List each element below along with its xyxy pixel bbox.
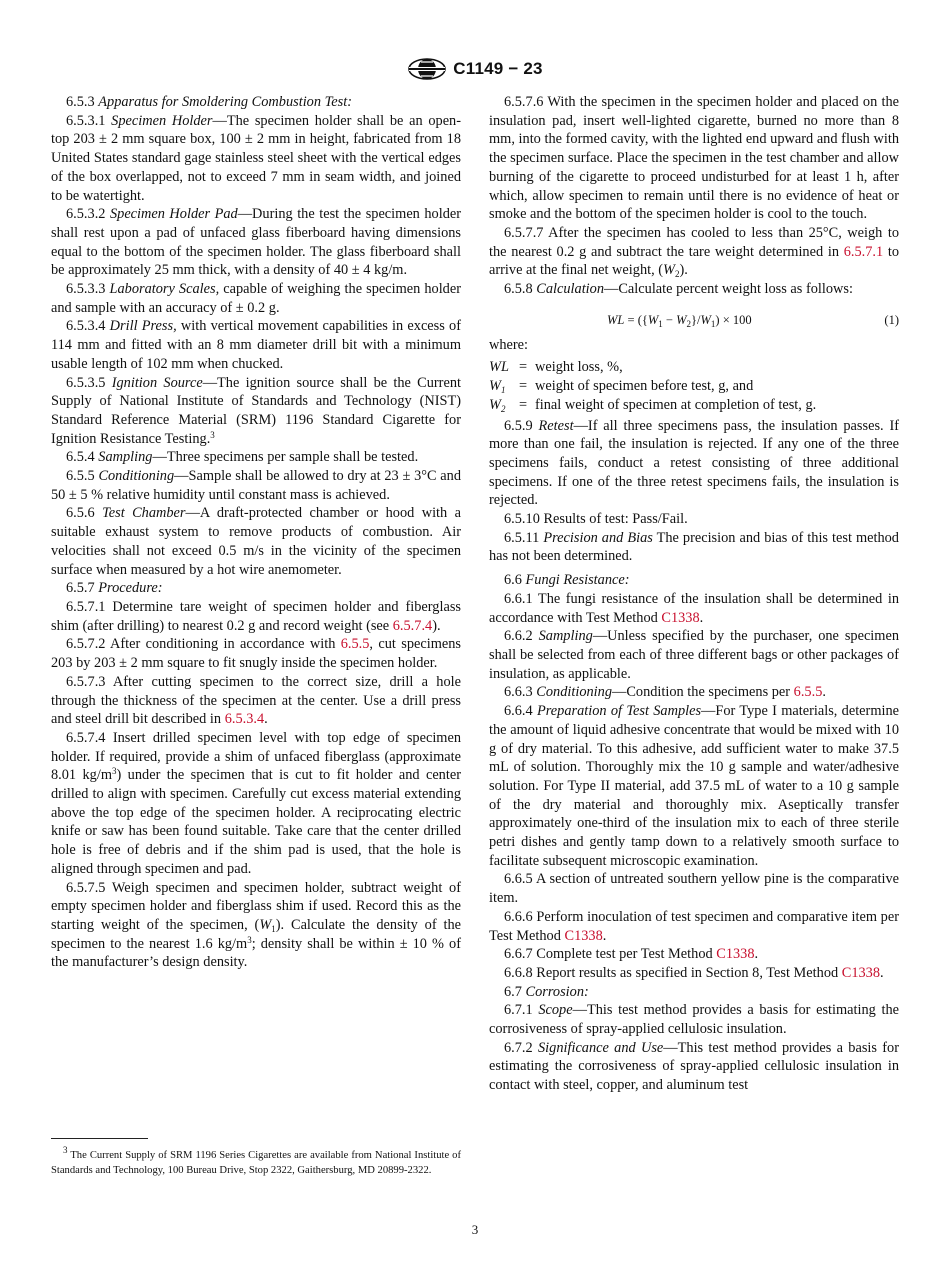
section-6-6-3: 6.6.3 Conditioning—Condition the specimens per 6.5.5. — [504, 684, 826, 701]
section-6-7: 6.7 Corrosion: — [504, 983, 589, 1000]
where-label: where: — [489, 336, 529, 353]
section-6-5-3-1: 6.5.3.1 Specimen Holder—The specimen holder shall be an open-top 203 ± 2 mm square box, 100 ± 2 mm in height, fabricated from 18 United States standard gage stainless steel sheet with the vertical edges of the box overlapped, not to exceed 7 mm in seam width, and joined to be watertight. — [51, 112, 462, 204]
section-6-5-7-6: 6.5.7.6 With the specimen in the specimen holder and placed on the insulation pad, insert well-lighted cigarette, burned no more than 8 mm, into the formed cavity, with the lighted end upward and flush with the specimen surface. Place the specimen in the test chamber and allow burning of the cigarette to proceed undisturbed for at least 1 h, after which, allow specimen to remain until there is no evidence of heat or smoke and the bottom of the specimen holder is cool to the touch. — [489, 94, 899, 223]
section-6-6-4: 6.6.4 Preparation of Test Samples—For Type I materials, determine the amount of liquid adhesive concentrate that would be mixed with 10 g of dry material. To this adhesive, add sufficient water to make 37.5 mL of solution. Thoroughly mix the 10 g sample and water/adhesive solution. For Type II material, add 37.5 mL of water to a 10 g sample of the dry material and thoroughly mix. Aseptically transfer approximately one-third of the insulation mix to each of three sterile petri dishes and gently tamp down to a relatively smooth surface to facilitate subsequent microscopic examination. — [489, 703, 900, 869]
section-6-5-3-3: 6.5.3.3 Laboratory Scales, capable of weighing the specimen holder and sample with an accuracy of ± 0.2 g. — [51, 281, 461, 316]
section-6-5-7-5: 6.5.7.5 Weigh specimen and specimen holder, subtract weight of empty specimen holder and fiberglass shim if used. Record this as the starting weight of the specimen, $(W_1)$. Calculate the density of the specimen to the nearest 1.6 $kg/m^3$; density shall be within ± 10 % of the manufacturer’s design density. — [51, 879, 461, 971]
c1338-link[interactable]: C1338 — [564, 927, 603, 944]
section-6-5-7: 6.5.7 Procedure: — [66, 580, 163, 597]
left-column — [51, 93, 461, 972]
section-6-7-2: 6.7.2 Significance and Use—This test method provides a basis for estimating the corrosiveness of spray-applied cellulosic insulation in contact with steel, copper, and aluminum test — [489, 1039, 899, 1094]
equation-expression: WL = $(\{W_1 - W_2\}/W_1) \times 100$ — [607, 312, 752, 329]
definition-row: $W_1$ = weight of specimen before test, g, and — [489, 378, 754, 396]
section-6-5-7-1: 6.5.7.1 Determine tare weight of specimen holder and fiberglass shim (after drilling) to nearest 0.2 g and record weight (see 6.5.7.4). — [51, 598, 461, 634]
variable-definitions — [489, 358, 899, 414]
xref-link[interactable]: 6.5.7.1 — [843, 243, 884, 260]
right-column — [489, 93, 899, 1095]
c1338-link[interactable]: C1338 — [661, 609, 700, 626]
section-6-6-2: 6.6.2 Sampling—Unless specified by the purchaser, one specimen shall be selected from each of three different bags or other packages of insulation, as applicable. — [489, 628, 899, 682]
section-6-6-7: 6.6.7 Complete test per Test Method C1338. — [504, 946, 759, 963]
xref-link[interactable]: 6.5.5 — [793, 684, 823, 701]
section-6-5-9: 6.5.9 Retest—If all three specimens pass, the insulation passes. If more than one fail, the insulation is rejected. If any one of the three specimens fails, conduct a retest consisting of three additional specimens. If one of the three retest specimens fails, the insulation is rejected. — [489, 417, 899, 509]
section-6-5-3: 6.5.3 Apparatus for Smoldering Combustion Test: — [66, 94, 352, 110]
section-6-5-7-3: 6.5.7.3 After cutting specimen to the correct size, drill a hole through the thickness of the specimen at the center. Use a drill press and steel drill bit described in 6.5.3.4. — [51, 673, 461, 728]
section-6-5-4: 6.5.4 Sampling—Three specimens per sample shall be tested. — [66, 449, 419, 466]
definition-row: $W_2$ = final weight of specimen at completion of test, g. — [489, 396, 817, 414]
section-6-6-6: 6.6.6 Perform inoculation of test specimen and comparative item per Test Method C1338. — [489, 908, 899, 944]
c1338-link[interactable]: C1338 — [841, 964, 881, 981]
xref-link[interactable]: 6.5.3.4 — [224, 711, 265, 728]
section-6-6: 6.6 Fungi Resistance: — [504, 572, 630, 589]
equation-number: (1) — [884, 312, 899, 327]
xref-link[interactable]: 6.5.7.4 — [392, 617, 433, 634]
section-6-6-8: 6.6.8 Report results as specified in Section 8, Test Method C1338. — [504, 964, 884, 981]
section-6-5-11: 6.5.11 Precision and Bias The precision and bias of this test method has not been determined. — [489, 529, 899, 565]
page-number: 3 — [471, 1222, 479, 1237]
section-6-6-1: 6.6.1 The fungi resistance of the insulation shall be determined in accordance with Test Method C1338. — [489, 590, 899, 626]
c1338-link[interactable]: C1338 — [716, 946, 755, 963]
section-6-5-7-7: 6.5.7.7 After the specimen has cooled to less than 25°C, weigh to the nearest 0.2 g and subtract the tare weight determined in 6.5.7.1 to arrive at the final net weight, $(W_2)$. — [489, 224, 899, 280]
footnote-divider — [51, 1138, 148, 1139]
section-6-5-7-4: 6.5.7.4 Insert drilled specimen level with top edge of specimen holder. If required, provide a shim of unfaced fiberglass (approximate 8.01 $kg/m^3$) under the specimen that is cut to fit holder and center drilled to align with specimen. Carefully cut excess material extending above the top edge of the specimen holder. A reciprocating electric knife or saw has been found suitable. Take care that the center drilled hole is free of debris and if the shim pad is used, that the hole is aligned through specimen and pad. — [51, 729, 461, 877]
document-id: C1149 − 23 — [453, 59, 543, 78]
page-header — [0, 56, 950, 82]
section-6-5-3-2: 6.5.3.2 Specimen Holder Pad—During the test the specimen holder shall rest upon a pad of unfaced glass fiberboard having dimensions equal to the bottom of the specimen holder. The glass fiberboard shall be approximately 25 mm thick, with a density of 40 ± 4 kg/m. — [51, 206, 462, 279]
section-6-7-1: 6.7.1 Scope—This test method provides a basis for estimating the corrosiveness of spray-applied cellulosic insulation. — [489, 1002, 899, 1038]
equation-1 — [489, 305, 899, 333]
footnote-ref: 3 — [210, 429, 215, 440]
astm-logo-icon — [407, 58, 447, 80]
definition-row: WL = weight loss, %, — [489, 359, 623, 376]
section-6-5-8: 6.5.8 Calculation—Calculate percent weight loss as follows: — [504, 281, 853, 298]
section-6-5-3-4: 6.5.3.4 Drill Press, with vertical movement capabilities in excess of 114 mm and fitted with an 8 mm diameter drill bit with a minimum usable length of 102 mm when chucked. — [51, 318, 461, 372]
section-6-5-5: 6.5.5 Conditioning—Sample shall be allowed to dry at 23 ± 3°C and 50 ± 5 % relative humidity until constant mass is achieved. — [51, 468, 461, 503]
footnote: $^3$ The Current Supply of SRM 1196 Series Cigarettes are available from National Institute of Standards and Technology, 100 Bureau Drive, Stop 2322, Gaithersburg, MD 20899-2322. — [51, 1145, 461, 1176]
xref-link[interactable]: 6.5.5 — [340, 636, 370, 653]
section-6-5-3-5: 6.5.3.5 Ignition Source—The ignition source shall be the Current Supply of National Institute of Standards and Technology (NIST) Standard Reference Material (SRM) 1196 Standard Cigarette for Ignition Resistance Testing.$^3$ — [51, 374, 461, 447]
section-6-6-5: 6.6.5 A section of untreated southern yellow pine is the comparative item. — [489, 871, 899, 907]
section-6-5-10: 6.5.10 Results of test: Pass/Fail. — [504, 511, 688, 528]
section-6-5-6: 6.5.6 Test Chamber—A draft-protected chamber or hood with a suitable exhaust system to remove products of combustion. Air velocities shall not exceed 0.5 m/s in the vicinity of the specimen surface when measured by a hot wire anemometer. — [51, 505, 461, 578]
section-6-5-7-2: 6.5.7.2 After conditioning in accordance with 6.5.5, cut specimens 203 by 203 ± 2 mm square to fit snugly inside the specimen holder. — [51, 636, 461, 672]
